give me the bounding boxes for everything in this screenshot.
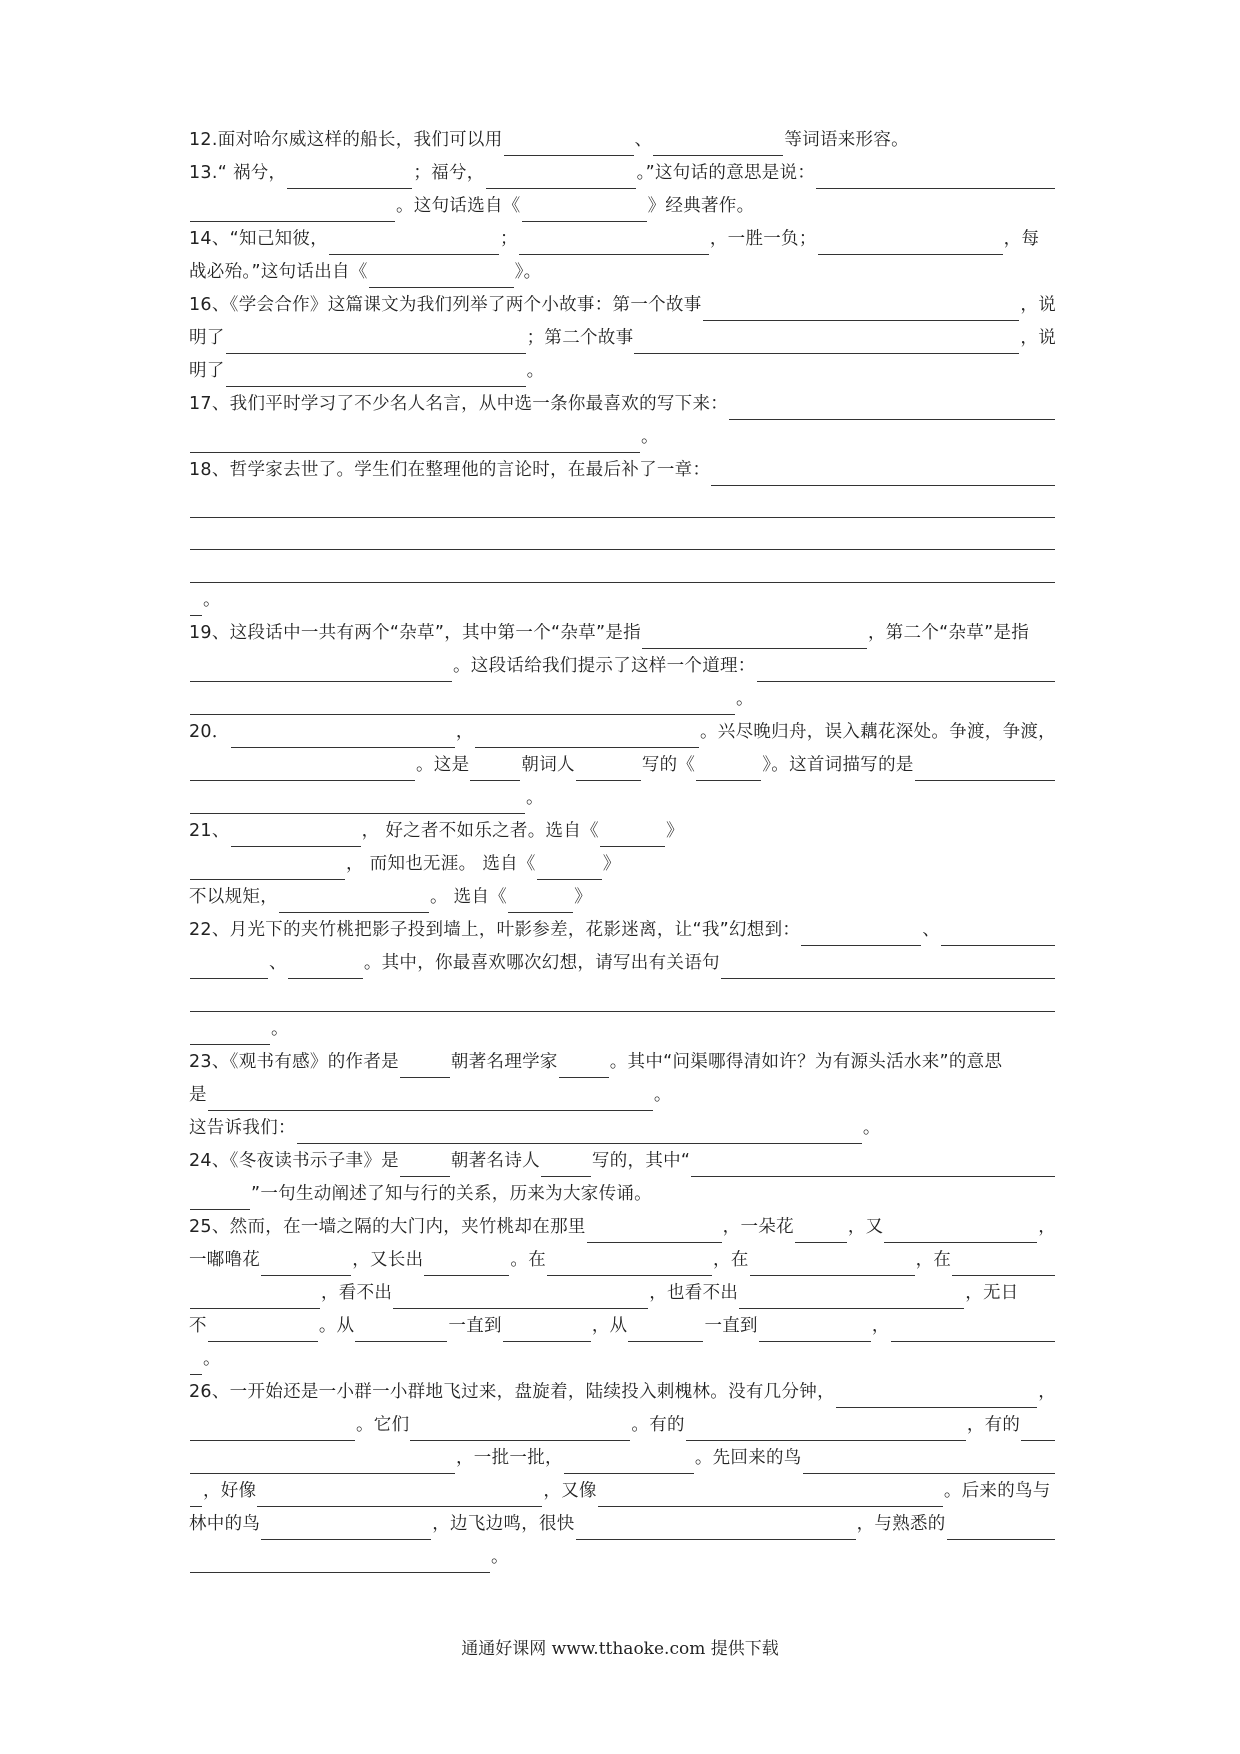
- worksheet-line: [189, 1442, 1056, 1474]
- question-text: 》: [665, 821, 684, 841]
- question-text: 16、《学会合作》这篇课文为我们列举了两个小故事：第一个故事: [189, 295, 702, 315]
- question-text: ；福兮，: [413, 163, 485, 183]
- answer-blank[interactable]: [947, 1515, 1055, 1540]
- answer-blank[interactable]: [297, 1119, 862, 1144]
- question-text: ；第二个故事: [526, 328, 634, 348]
- answer-blank[interactable]: [424, 1251, 509, 1276]
- answer-blank[interactable]: [208, 1086, 653, 1111]
- answer-blank[interactable]: [600, 822, 665, 847]
- answer-blank[interactable]: [475, 723, 699, 748]
- question-text: 朝著名诗人: [450, 1151, 540, 1171]
- answer-blank[interactable]: [231, 822, 361, 847]
- worksheet-line: [189, 1112, 1056, 1144]
- question-text: ， 好之者不如乐之者。选自《: [361, 821, 599, 841]
- answer-blank[interactable]: [190, 525, 1055, 550]
- answer-blank[interactable]: [816, 164, 1055, 189]
- question-text: ，在: [713, 1250, 749, 1270]
- answer-blank[interactable]: [628, 1317, 703, 1342]
- question-text: 。在: [510, 1250, 547, 1270]
- answer-blank[interactable]: [818, 230, 1003, 255]
- question-text: 写的，其中“: [591, 1151, 691, 1171]
- worksheet-line: [189, 914, 1056, 946]
- worksheet-line: [189, 486, 1056, 518]
- question-text: 。: [862, 1118, 881, 1138]
- question-text: 。: [203, 1349, 221, 1369]
- question-text: 林中的鸟: [189, 1514, 261, 1534]
- worksheet-line: [189, 454, 1056, 486]
- answer-blank[interactable]: [703, 296, 1020, 321]
- question-text: ，在: [915, 1250, 952, 1270]
- question-text: 、: [922, 920, 941, 940]
- question-text: 战必殆。”这句话出自《: [189, 262, 368, 282]
- question-text: 。它们: [356, 1415, 410, 1435]
- answer-blank[interactable]: [522, 197, 647, 222]
- question-text: 不以规矩，: [189, 887, 278, 907]
- worksheet-line: [189, 1079, 1056, 1111]
- question-text: ，: [455, 722, 474, 742]
- worksheet-line: [189, 782, 1056, 814]
- question-text: 17、我们平时学习了不少名人名言，从中选一条你最喜欢的写下来：: [189, 394, 729, 414]
- question-text: 。有的: [631, 1415, 685, 1435]
- worksheet-line: [189, 124, 1056, 156]
- question-text: 》。: [514, 262, 542, 282]
- question-text: ，说: [1020, 328, 1056, 348]
- question-text: ，又长出: [352, 1250, 424, 1270]
- worksheet-line: [189, 1013, 1056, 1045]
- answer-blank[interactable]: [288, 954, 363, 979]
- worksheet-line: [189, 848, 1056, 880]
- answer-blank[interactable]: [803, 1449, 1055, 1474]
- question-text: ，: [1038, 1382, 1056, 1402]
- answer-blank[interactable]: [564, 1449, 694, 1474]
- answer-blank[interactable]: [190, 558, 1055, 583]
- answer-blank[interactable]: [1021, 1416, 1055, 1441]
- answer-blank[interactable]: [795, 1218, 847, 1243]
- answer-blank[interactable]: [226, 329, 526, 354]
- question-text: ，说: [1020, 295, 1056, 315]
- question-text: 明了: [189, 361, 225, 381]
- worksheet-line: [189, 1244, 1056, 1276]
- question-text: ，从: [591, 1316, 628, 1336]
- question-text: 12.面对哈尔威这样的船长，我们可以用: [189, 130, 503, 150]
- worksheet-line: [189, 256, 1056, 288]
- worksheet-line: [189, 421, 1056, 453]
- worksheet-line: [189, 1277, 1056, 1309]
- worksheet-line: [189, 1178, 1056, 1210]
- question-text: 一直到: [704, 1316, 758, 1336]
- answer-blank[interactable]: [355, 1317, 447, 1342]
- answer-blank[interactable]: [598, 1482, 943, 1507]
- question-text: 。这句话选自《: [396, 196, 521, 216]
- answer-blank[interactable]: [941, 921, 1055, 946]
- worksheet-line: [189, 650, 1056, 682]
- answer-blank[interactable]: [696, 756, 761, 781]
- answer-blank[interactable]: [884, 1218, 1037, 1243]
- worksheet-line: [189, 1475, 1056, 1507]
- answer-blank[interactable]: [576, 1515, 856, 1540]
- answer-blank[interactable]: [537, 855, 602, 880]
- question-text: 是: [189, 1085, 207, 1105]
- answer-blank[interactable]: [261, 1251, 351, 1276]
- question-text: 、: [269, 953, 287, 973]
- answer-blank[interactable]: [757, 657, 1055, 682]
- worksheet-line: [189, 1376, 1056, 1408]
- answer-blank[interactable]: [190, 855, 345, 880]
- worksheet-line: [189, 716, 1056, 748]
- answer-blank[interactable]: [739, 1284, 964, 1309]
- question-text: 13.“ 祸兮，: [189, 163, 287, 183]
- question-text: 。: [653, 1085, 672, 1105]
- question-text: 。这是: [416, 755, 470, 775]
- question-text: 。: [271, 1019, 289, 1039]
- worksheet-line: [189, 683, 1056, 715]
- answer-blank[interactable]: [576, 756, 641, 781]
- question-text: ，: [871, 1316, 890, 1336]
- question-text: 26、一开始还是一小群一小群地飞过来，盘旋着，陆续投入刺槐林。没有几分钟，: [189, 1382, 835, 1402]
- answer-blank[interactable]: [508, 888, 573, 913]
- question-text: 23、《观书有感》的作者是: [189, 1052, 399, 1072]
- question-text: 。: [736, 689, 754, 709]
- question-text: 25、然而，在一墙之隔的大门内，夹竹桃却在那里: [189, 1217, 586, 1237]
- question-text: 24、《冬夜读书示子聿》是: [189, 1151, 399, 1171]
- answer-blank[interactable]: [190, 690, 735, 715]
- answer-blank[interactable]: [400, 1152, 450, 1177]
- answer-blank[interactable]: [541, 1152, 591, 1177]
- answer-blank[interactable]: [190, 493, 1055, 518]
- answer-blank[interactable]: [410, 1416, 630, 1441]
- worksheet-line: [189, 518, 1056, 550]
- question-text: 20．: [189, 722, 230, 742]
- answer-blank[interactable]: [226, 362, 526, 387]
- question-text: ， 而知也无涯。 选自《: [346, 854, 536, 874]
- worksheet-line: [189, 881, 1056, 913]
- question-text: 写的《: [641, 755, 696, 775]
- answer-blank[interactable]: [190, 1416, 355, 1441]
- worksheet-line: [189, 355, 1056, 387]
- answer-blank[interactable]: [750, 1251, 915, 1276]
- worksheet-line: [189, 947, 1056, 979]
- answer-blank[interactable]: [634, 329, 1019, 354]
- question-text: 14、“知己知彼，: [189, 229, 329, 249]
- answer-blank[interactable]: [587, 1218, 722, 1243]
- worksheet-line: [189, 551, 1056, 583]
- question-text: 》。这首词描写的是: [762, 755, 914, 775]
- question-text: ，边飞边鸣，很快: [432, 1514, 575, 1534]
- question-text: 。: [526, 788, 544, 808]
- question-text: 朝著名理学家: [450, 1052, 558, 1072]
- answer-blank[interactable]: [486, 164, 636, 189]
- question-text: 。 选自《: [430, 887, 508, 907]
- answer-blank[interactable]: [190, 756, 415, 781]
- worksheet-line: [189, 617, 1056, 649]
- worksheet-line: [189, 1541, 1056, 1573]
- question-text: 19、这段话中一共有两个“杂草”，其中第一个“杂草”是指: [189, 623, 641, 643]
- question-text: ，: [1038, 1217, 1056, 1237]
- answer-blank[interactable]: [759, 1317, 871, 1342]
- worksheet-line: [189, 584, 1056, 616]
- answer-blank[interactable]: [257, 1482, 542, 1507]
- worksheet-line: [189, 1508, 1056, 1540]
- question-text: 。”这句话的意思是说：: [636, 163, 816, 183]
- answer-blank[interactable]: [547, 1251, 712, 1276]
- worksheet-line: [189, 1211, 1056, 1243]
- worksheet-line: [189, 289, 1056, 321]
- worksheet-line: [189, 1145, 1056, 1177]
- answer-blank[interactable]: [686, 1416, 966, 1441]
- answer-blank[interactable]: [400, 1053, 450, 1078]
- question-text: 这告诉我们：: [189, 1118, 296, 1138]
- answer-blank[interactable]: [190, 1020, 270, 1045]
- answer-blank[interactable]: [470, 756, 520, 781]
- question-text: 》经典著作。: [647, 196, 755, 216]
- question-text: 》: [602, 854, 621, 874]
- question-text: 。先回来的鸟: [694, 1448, 802, 1468]
- worksheet-line: [189, 1409, 1056, 1441]
- answer-blank[interactable]: [190, 1185, 250, 1210]
- answer-blank[interactable]: [891, 1317, 1055, 1342]
- answer-blank[interactable]: [836, 1383, 1037, 1408]
- question-text: ，每: [1003, 229, 1040, 249]
- answer-blank[interactable]: [691, 1152, 1055, 1177]
- answer-blank[interactable]: [190, 657, 452, 682]
- worksheet-line: [189, 749, 1056, 781]
- answer-blank[interactable]: [231, 723, 455, 748]
- question-text: 等词语来形容。: [784, 130, 909, 150]
- worksheet-line: [189, 157, 1056, 189]
- question-text: 。从: [318, 1316, 355, 1336]
- question-text: 21、: [189, 821, 230, 841]
- question-text: 。其中，你最喜欢哪次幻想，请写出有关语句: [363, 953, 720, 973]
- answer-blank[interactable]: [190, 591, 202, 616]
- question-text: ，又: [847, 1217, 884, 1237]
- question-text: ，看不出: [321, 1283, 393, 1303]
- answer-blank[interactable]: [190, 1548, 490, 1573]
- answer-blank[interactable]: [369, 263, 514, 288]
- question-text: 一嘟噜花: [189, 1250, 261, 1270]
- answer-blank[interactable]: [190, 428, 640, 453]
- answer-blank[interactable]: [721, 954, 1055, 979]
- question-text: ，又像: [543, 1481, 597, 1501]
- answer-blank[interactable]: [279, 888, 429, 913]
- answer-blank[interactable]: [653, 131, 783, 156]
- question-text: 。兴尽晚归舟，误入藕花深处。争渡，争渡，: [699, 722, 1056, 742]
- question-text: 。其中“问渠哪得清如许？为有源头活水来”的意思: [609, 1052, 1003, 1072]
- question-text: 。: [491, 1547, 509, 1567]
- answer-blank[interactable]: [503, 1317, 591, 1342]
- question-text: 朝词人: [521, 755, 575, 775]
- question-text: 。后来的鸟与: [943, 1481, 1051, 1501]
- answer-blank[interactable]: [208, 1317, 318, 1342]
- answer-blank[interactable]: [559, 1053, 609, 1078]
- question-text: 。: [641, 427, 659, 447]
- question-text: ，一胜一负；: [709, 229, 817, 249]
- answer-blank[interactable]: [190, 789, 525, 814]
- worksheet-line: [189, 388, 1056, 420]
- answer-blank[interactable]: [287, 164, 412, 189]
- question-text: ，有的: [966, 1415, 1021, 1435]
- question-text: 不: [189, 1316, 207, 1336]
- answer-blank[interactable]: [711, 461, 1055, 486]
- question-text: ，第二个“杂草”是指: [867, 623, 1030, 643]
- question-text: 18、哲学家去世了。学生们在整理他的言论时，在最后补了一章：: [189, 460, 711, 480]
- answer-blank[interactable]: [190, 1449, 455, 1474]
- worksheet-line: [189, 1310, 1056, 1342]
- footer-credit: 通通好课网 www.tthaoke.com 提供下载: [461, 1639, 779, 1659]
- worksheet-line: [189, 1343, 1056, 1375]
- question-text: 。: [526, 361, 545, 381]
- question-text: 》: [574, 887, 592, 907]
- answer-blank[interactable]: [393, 1284, 648, 1309]
- question-text: ，也看不出: [649, 1283, 739, 1303]
- question-text: 明了: [189, 328, 225, 348]
- question-text: ；: [500, 229, 518, 249]
- answer-blank[interactable]: [519, 230, 709, 255]
- answer-blank[interactable]: [190, 987, 1055, 1012]
- answer-blank[interactable]: [952, 1251, 1055, 1276]
- worksheet-line: [189, 815, 1056, 847]
- question-text: ，一朵花: [722, 1217, 794, 1237]
- question-text: 。: [203, 590, 221, 610]
- answer-blank[interactable]: [915, 756, 1055, 781]
- answer-blank[interactable]: [504, 131, 634, 156]
- answer-blank[interactable]: [642, 624, 867, 649]
- answer-blank[interactable]: [190, 197, 395, 222]
- answer-blank[interactable]: [801, 921, 921, 946]
- worksheet-line: [189, 322, 1056, 354]
- answer-blank[interactable]: [190, 1284, 320, 1309]
- answer-blank[interactable]: [190, 1482, 202, 1507]
- question-text: ，无日: [965, 1283, 1019, 1303]
- answer-blank[interactable]: [190, 1350, 202, 1375]
- answer-blank[interactable]: [190, 954, 268, 979]
- question-text: ”一句生动阐述了知与行的关系，历来为大家传诵。: [251, 1184, 652, 1204]
- worksheet-line: [189, 980, 1056, 1012]
- question-text: ，一批一批，: [456, 1448, 563, 1468]
- worksheet-line: [189, 190, 1056, 222]
- worksheet-line: [189, 223, 1056, 255]
- question-text: 22、月光下的夹竹桃把影子投到墙上，叶影参差，花影迷离，让“我”幻想到：: [189, 920, 801, 940]
- question-text: ，好像: [203, 1481, 257, 1501]
- worksheet-line: [189, 1046, 1056, 1078]
- question-text: 、: [634, 130, 653, 150]
- question-text: ，与熟悉的: [856, 1514, 946, 1534]
- answer-blank[interactable]: [729, 395, 1055, 420]
- question-text: 。这段话给我们提示了这样一个道理：: [453, 656, 756, 676]
- answer-blank[interactable]: [261, 1515, 431, 1540]
- answer-blank[interactable]: [329, 230, 499, 255]
- question-text: 一直到: [448, 1316, 502, 1336]
